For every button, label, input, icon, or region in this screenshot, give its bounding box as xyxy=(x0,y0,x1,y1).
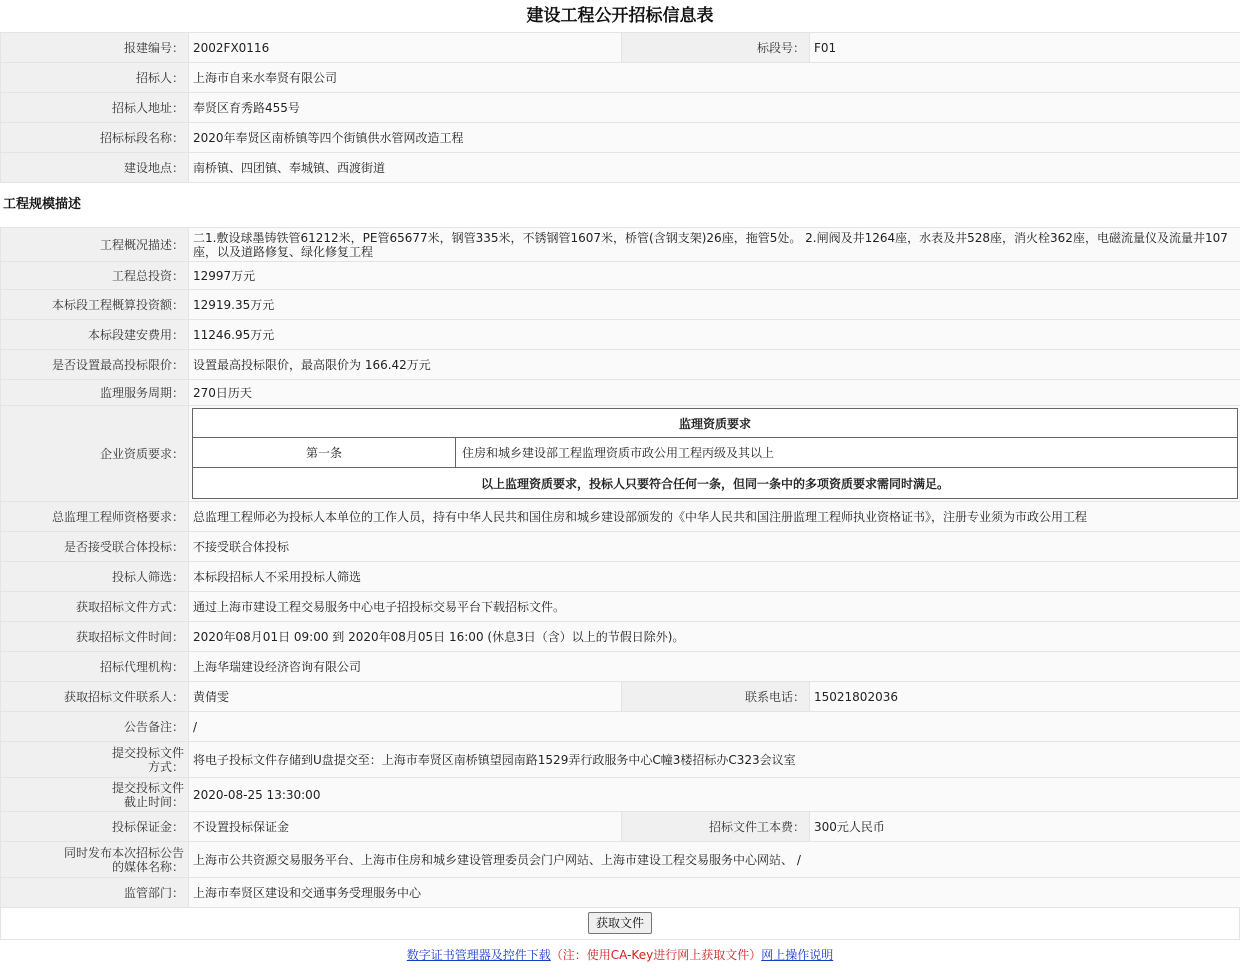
row-period xyxy=(1,380,1240,406)
chief-label: 总监理工程师资格要求： xyxy=(1,502,189,532)
submit-method-value: 将电子投标文件存储到U盘提交至：上海市奉贤区南桥镇望园南路1529弄行政服务中心C幢3楼招标办C323会议室 xyxy=(189,742,1240,778)
qualification-footer-row xyxy=(193,468,1238,499)
get-document-button[interactable]: 获取文件 xyxy=(588,912,652,934)
joint-value: 不接受联合体投标 xyxy=(189,532,1240,562)
qualification-table xyxy=(192,408,1238,499)
row-media xyxy=(1,842,1240,878)
total-invest-label: 工程总投资： xyxy=(1,262,189,290)
media-label xyxy=(1,842,189,878)
row-qualification xyxy=(1,406,1240,502)
agency-label: 招标代理机构： xyxy=(1,652,189,682)
screen-value: 本标段招标人不采用投标人筛选 xyxy=(189,562,1240,592)
deadline-label-line1: 提交投标文件 xyxy=(111,780,184,795)
address-value: 奉贤区育秀路455号 xyxy=(189,93,1240,123)
section-name-value: 2020年奉贤区南桥镇等四个街镇供水管网改造工程 xyxy=(189,123,1240,153)
section-name-label: 招标标段名称： xyxy=(1,123,189,153)
row-dept xyxy=(1,878,1240,908)
screen-label: 投标人筛选： xyxy=(1,562,189,592)
ca-key-note: （注：使用CA-Key进行网上获取文件） xyxy=(550,948,762,962)
submit-method-label xyxy=(1,742,189,778)
row-total-invest xyxy=(1,262,1240,290)
remark-label: 公告备注： xyxy=(1,712,189,742)
tenderer-label: 招标人： xyxy=(1,63,189,93)
row-address xyxy=(1,93,1240,123)
row-overview xyxy=(1,228,1240,262)
doc-time-label: 获取招标文件时间： xyxy=(1,622,189,652)
row-remark xyxy=(1,712,1240,742)
report-no-label: 报建编号： xyxy=(1,33,189,63)
doc-fee-label: 招标文件工本费： xyxy=(622,812,810,842)
doc-fee-value: 300元人民币 xyxy=(810,812,1240,842)
doc-method-value: 通过上海市建设工程交易服务中心电子招投标交易平台下载招标文件。 xyxy=(189,592,1240,622)
row-doc-method xyxy=(1,592,1240,622)
row-agency xyxy=(1,652,1240,682)
dept-value: 上海市奉贤区建设和交通事务受理服务中心 xyxy=(189,878,1240,908)
section-no-value: F01 xyxy=(810,33,1240,63)
price-limit-label: 是否设置最高投标限价： xyxy=(1,350,189,380)
page-title: 建设工程公开招标信息表 xyxy=(526,6,714,26)
price-limit-value: 设置最高投标限价，最高限价为 166.42万元 xyxy=(189,350,1240,380)
chief-value: 总监理工程师必为投标人本单位的工作人员，持有中华人民共和国住房和城乡建设部颁发的《中华人民共和国注册监理工程师执业资格证书》，注册专业须为市政公用工程 xyxy=(189,502,1240,532)
total-invest-value: 12997万元 xyxy=(189,262,1240,290)
media-label-line1: 同时发布本次招标公告 xyxy=(63,845,184,860)
deadline-label xyxy=(1,778,189,812)
media-label-line2: 的媒体名称： xyxy=(111,859,184,874)
period-value: 270日历天 xyxy=(189,380,1240,406)
scale-table xyxy=(0,227,1240,908)
row-deadline xyxy=(1,778,1240,812)
row-construction-cost xyxy=(1,320,1240,350)
contact-label: 获取招标文件联系人： xyxy=(1,682,189,712)
bond-value: 不设置投标保证金 xyxy=(189,812,622,842)
row-section-budget xyxy=(1,290,1240,320)
doc-time-value: 2020年08月01日 09:00 到 2020年08月05日 16:00 (休息3日（含）以上的节假日除外)。 xyxy=(189,622,1240,652)
phone-label: 联系电话： xyxy=(622,682,810,712)
row-price-limit xyxy=(1,350,1240,380)
online-guide-link[interactable]: 网上操作说明 xyxy=(761,948,834,962)
row-tenderer xyxy=(1,63,1240,93)
section-no-label: 标段号： xyxy=(622,33,810,63)
report-no-value: 2002FX0116 xyxy=(189,33,622,63)
row-doc-time xyxy=(1,622,1240,652)
section-budget-label: 本标段工程概算投资额： xyxy=(1,290,189,320)
site-value: 南桥镇、四团镇、奉城镇、西渡街道 xyxy=(189,153,1240,183)
row-submit-method xyxy=(1,742,1240,778)
row-contact xyxy=(1,682,1240,712)
qualification-footer: 以上监理资质要求，投标人只要符合任何一条，但同一条中的多项资质要求需同时满足。 xyxy=(193,468,1238,499)
button-row xyxy=(0,908,1240,940)
address-label: 招标人地址： xyxy=(1,93,189,123)
qualification-row xyxy=(193,438,1238,468)
row-chief xyxy=(1,502,1240,532)
section-budget-value: 12919.35万元 xyxy=(189,290,1240,320)
media-value: 上海市公共资源交易服务平台、上海市住房和城乡建设管理委员会门户网站、上海市建设工程交易服务中心网站、 / xyxy=(189,842,1240,878)
qualification-label: 企业资质要求： xyxy=(1,406,189,502)
deadline-value: 2020-08-25 13:30:00 xyxy=(189,778,1240,812)
qualification-header: 监理资质要求 xyxy=(193,409,1238,438)
construction-cost-value: 11246.95万元 xyxy=(189,320,1240,350)
row-bond xyxy=(1,812,1240,842)
contact-value: 黄倩雯 xyxy=(189,682,622,712)
overview-value: 二1.敷设球墨铸铁管61212米，PE管65677米，钢管335米，不锈钢管1607米，桥管(含钢支架)26座，拖管5处。 2.闸阀及井1264座，水表及井528座，消火栓362座，电磁流量仪及流量井107座，以及道路修复、绿化修复工程 xyxy=(189,228,1240,262)
site-label: 建设地点： xyxy=(1,153,189,183)
submit-method-label-line1: 提交投标文件 xyxy=(111,745,184,760)
row-site xyxy=(1,153,1240,183)
bond-label: 投标保证金： xyxy=(1,812,189,842)
basic-info-table xyxy=(0,32,1240,183)
joint-label: 是否接受联合体投标： xyxy=(1,532,189,562)
doc-method-label: 获取招标文件方式： xyxy=(1,592,189,622)
deadline-label-line2: 截止时间： xyxy=(123,794,184,809)
submit-method-label-line2: 方式： xyxy=(147,759,184,774)
agency-value: 上海华瑞建设经济咨询有限公司 xyxy=(189,652,1240,682)
row-report-no xyxy=(1,33,1240,63)
row-joint xyxy=(1,532,1240,562)
row-section-name xyxy=(1,123,1240,153)
qualification-cell xyxy=(189,406,1240,502)
period-label: 监理服务周期： xyxy=(1,380,189,406)
row-screen xyxy=(1,562,1240,592)
qualification-header-row xyxy=(193,409,1238,438)
tenderer-value: 上海市自来水奉贤有限公司 xyxy=(189,63,1240,93)
phone-value: 15021802036 xyxy=(810,682,1240,712)
remark-value: / xyxy=(189,712,1240,742)
construction-cost-label: 本标段建安费用： xyxy=(1,320,189,350)
dept-label: 监管部门： xyxy=(1,878,189,908)
footer-links xyxy=(0,940,1240,970)
qualification-text: 住房和城乡建设部工程监理资质市政公用工程丙级及其以上 xyxy=(456,438,1238,468)
cert-manager-download-link[interactable]: 数字证书管理器及控件下载 xyxy=(406,948,551,962)
qualification-item: 第一条 xyxy=(193,438,456,468)
overview-label: 工程概况描述： xyxy=(1,228,189,262)
scale-section-title: 工程规模描述 xyxy=(3,197,82,212)
